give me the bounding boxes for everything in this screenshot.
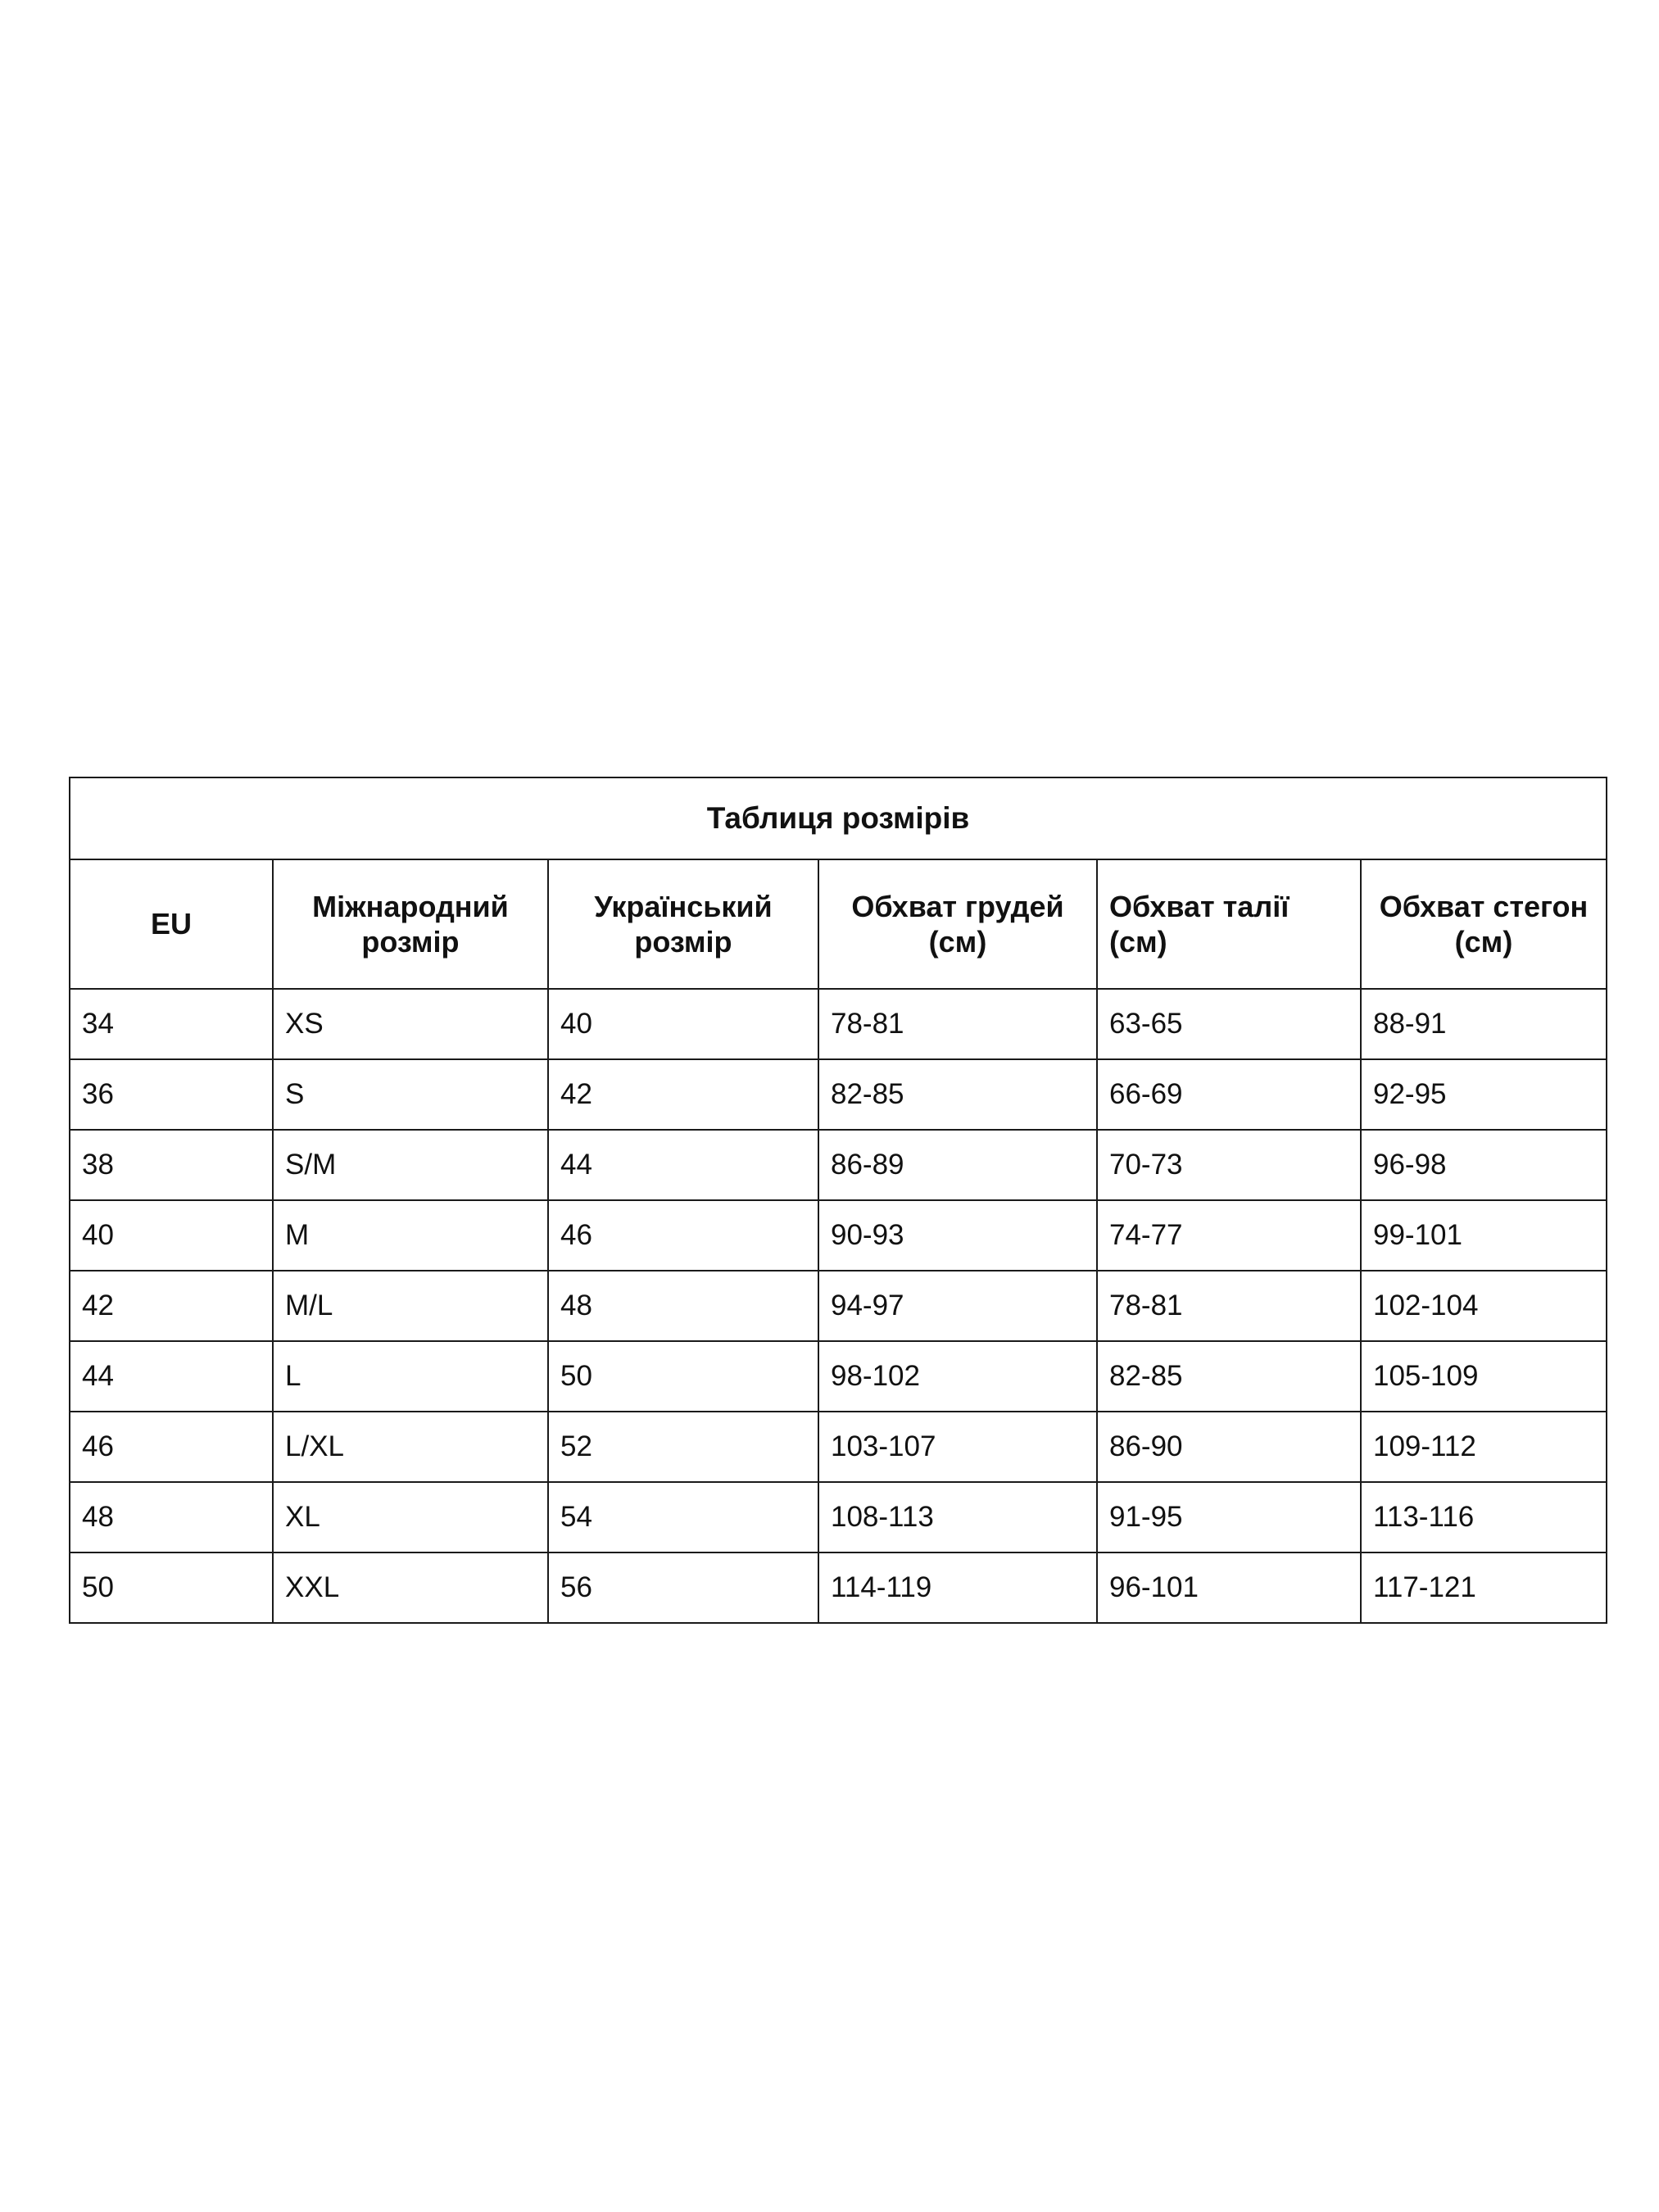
cell-eu: 40 [70, 1200, 273, 1271]
cell-chest: 82-85 [818, 1059, 1097, 1130]
cell-international: S [273, 1059, 548, 1130]
cell-eu: 50 [70, 1552, 273, 1623]
cell-waist: 70-73 [1097, 1130, 1361, 1200]
size-chart-container [69, 777, 1589, 1624]
cell-hips: 88-91 [1361, 989, 1607, 1059]
cell-hips: 96-98 [1361, 1130, 1607, 1200]
table-row [70, 1552, 1607, 1623]
cell-ukrainian: 40 [548, 989, 818, 1059]
cell-eu: 36 [70, 1059, 273, 1130]
cell-ukrainian: 52 [548, 1412, 818, 1482]
cell-waist: 86-90 [1097, 1412, 1361, 1482]
cell-eu: 46 [70, 1412, 273, 1482]
cell-ukrainian: 54 [548, 1482, 818, 1552]
cell-ukrainian: 50 [548, 1341, 818, 1412]
size-chart-table [69, 777, 1607, 1624]
cell-hips: 117-121 [1361, 1552, 1607, 1623]
table-row [70, 1130, 1607, 1200]
cell-hips: 105-109 [1361, 1341, 1607, 1412]
column-header-hips: Обхват стегон (см) [1361, 859, 1607, 989]
cell-eu: 42 [70, 1271, 273, 1341]
cell-international: S/M [273, 1130, 548, 1200]
cell-waist: 78-81 [1097, 1271, 1361, 1341]
cell-waist: 96-101 [1097, 1552, 1361, 1623]
cell-ukrainian: 46 [548, 1200, 818, 1271]
cell-international: M [273, 1200, 548, 1271]
cell-ukrainian: 42 [548, 1059, 818, 1130]
cell-hips: 99-101 [1361, 1200, 1607, 1271]
table-row [70, 1412, 1607, 1482]
cell-waist: 66-69 [1097, 1059, 1361, 1130]
cell-waist: 63-65 [1097, 989, 1361, 1059]
cell-chest: 90-93 [818, 1200, 1097, 1271]
cell-hips: 113-116 [1361, 1482, 1607, 1552]
cell-chest: 114-119 [818, 1552, 1097, 1623]
table-row [70, 989, 1607, 1059]
cell-eu: 48 [70, 1482, 273, 1552]
table-title-row [70, 777, 1607, 859]
cell-chest: 103-107 [818, 1412, 1097, 1482]
column-header-waist: Обхват талії (см) [1097, 859, 1361, 989]
cell-chest: 98-102 [818, 1341, 1097, 1412]
cell-hips: 92-95 [1361, 1059, 1607, 1130]
cell-eu: 38 [70, 1130, 273, 1200]
page-title: Таблиця розмірів [70, 777, 1607, 859]
column-header-chest: Обхват грудей (см) [818, 859, 1097, 989]
cell-hips: 102-104 [1361, 1271, 1607, 1341]
column-header-ukrainian-size: Український розмір [548, 859, 818, 989]
cell-waist: 91-95 [1097, 1482, 1361, 1552]
cell-waist: 74-77 [1097, 1200, 1361, 1271]
cell-eu: 34 [70, 989, 273, 1059]
cell-international: XL [273, 1482, 548, 1552]
column-header-international-size: Міжнародний розмір [273, 859, 548, 989]
cell-chest: 108-113 [818, 1482, 1097, 1552]
cell-hips: 109-112 [1361, 1412, 1607, 1482]
cell-chest: 86-89 [818, 1130, 1097, 1200]
table-row [70, 1341, 1607, 1412]
table-row [70, 1271, 1607, 1341]
cell-international: XXL [273, 1552, 548, 1623]
cell-ukrainian: 56 [548, 1552, 818, 1623]
column-header-eu: EU [70, 859, 273, 989]
cell-eu: 44 [70, 1341, 273, 1412]
cell-ukrainian: 48 [548, 1271, 818, 1341]
table-header-row [70, 859, 1607, 989]
cell-ukrainian: 44 [548, 1130, 818, 1200]
table-row [70, 1482, 1607, 1552]
table-row [70, 1059, 1607, 1130]
cell-chest: 94-97 [818, 1271, 1097, 1341]
table-row [70, 1200, 1607, 1271]
cell-chest: 78-81 [818, 989, 1097, 1059]
cell-international: L [273, 1341, 548, 1412]
cell-international: L/XL [273, 1412, 548, 1482]
cell-international: XS [273, 989, 548, 1059]
cell-waist: 82-85 [1097, 1341, 1361, 1412]
cell-international: M/L [273, 1271, 548, 1341]
